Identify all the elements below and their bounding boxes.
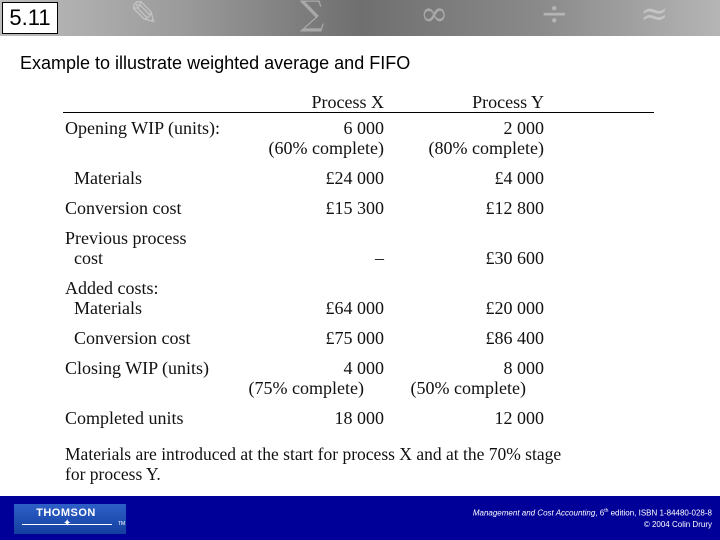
- credit-edition-pre: , 6: [595, 508, 605, 518]
- banner-decoration: ÷: [540, 0, 569, 34]
- row-label-closing-wip: Closing WIP (units): [65, 358, 210, 378]
- row-label-materials: Materials: [74, 168, 142, 188]
- credit-book-title: Management and Cost Accounting: [472, 508, 596, 518]
- value-materials-x: £24 000: [325, 168, 384, 188]
- value-added-conversion-x: £75 000: [325, 328, 384, 348]
- row-label-completed-units: Completed units: [65, 408, 184, 428]
- column-header-process-y: Process Y: [472, 92, 544, 112]
- banner-decoration: ≈: [640, 0, 669, 34]
- value-added-materials-x: £64 000: [325, 298, 384, 318]
- row-label-opening-wip: Opening WIP (units):: [65, 118, 220, 138]
- value-materials-y: £4 000: [494, 168, 544, 188]
- trademark-mark: TM: [118, 521, 126, 527]
- value-opening-wip-y: 2 000: [503, 118, 544, 138]
- header-rule: [63, 112, 654, 113]
- banner-decoration: ✎: [130, 0, 159, 34]
- value-closing-wip-x-pct: (75% complete): [248, 378, 364, 398]
- column-header-process-x: Process X: [311, 92, 384, 112]
- value-completed-y: 12 000: [494, 408, 544, 428]
- note-line-2: for process Y.: [65, 464, 161, 484]
- note-line-1: Materials are introduced at the start for process X and at the 70% stage: [65, 444, 562, 464]
- value-previous-y: £30 600: [485, 248, 544, 268]
- value-added-materials-y: £20 000: [485, 298, 544, 318]
- banner-decoration: ∑: [300, 0, 325, 34]
- row-label-added-conversion: Conversion cost: [74, 328, 191, 348]
- header-banner: [0, 0, 720, 36]
- credit-edition-sup: th: [604, 508, 609, 514]
- footer-credit-book: [473, 508, 712, 518]
- credit-edition-post: edition, ISBN 1-84480-028-8: [608, 508, 712, 518]
- value-previous-x: –: [375, 248, 384, 268]
- row-label-previous-process-cost: cost: [74, 248, 103, 268]
- row-label-added-materials: Materials: [74, 298, 142, 318]
- value-completed-x: 18 000: [334, 408, 384, 428]
- banner-decoration: ∞: [420, 0, 449, 34]
- value-opening-wip-y-pct: (80% complete): [428, 138, 544, 158]
- value-opening-wip-x: 6 000: [343, 118, 384, 138]
- value-added-conversion-y: £86 400: [485, 328, 544, 348]
- star-icon: ✦: [63, 518, 72, 529]
- logo-text: THOMSON: [36, 507, 96, 519]
- row-label-added-costs: Added costs:: [65, 278, 159, 298]
- row-label-conversion-cost: Conversion cost: [65, 198, 182, 218]
- value-conversion-x: £15 300: [325, 198, 384, 218]
- footer-credit-copyright: © 2004 Colin Drury: [643, 520, 712, 529]
- row-label-previous-process: Previous process: [65, 228, 187, 248]
- value-conversion-y: £12 800: [485, 198, 544, 218]
- value-closing-wip-y-pct: (50% complete): [410, 378, 526, 398]
- value-closing-wip-y: 8 000: [503, 358, 544, 378]
- slide-number: 5.11: [2, 2, 58, 34]
- slide-title: Example to illustrate weighted average and FIFO: [20, 53, 411, 73]
- value-closing-wip-x: 4 000: [343, 358, 384, 378]
- value-opening-wip-x-pct: (60% complete): [268, 138, 384, 158]
